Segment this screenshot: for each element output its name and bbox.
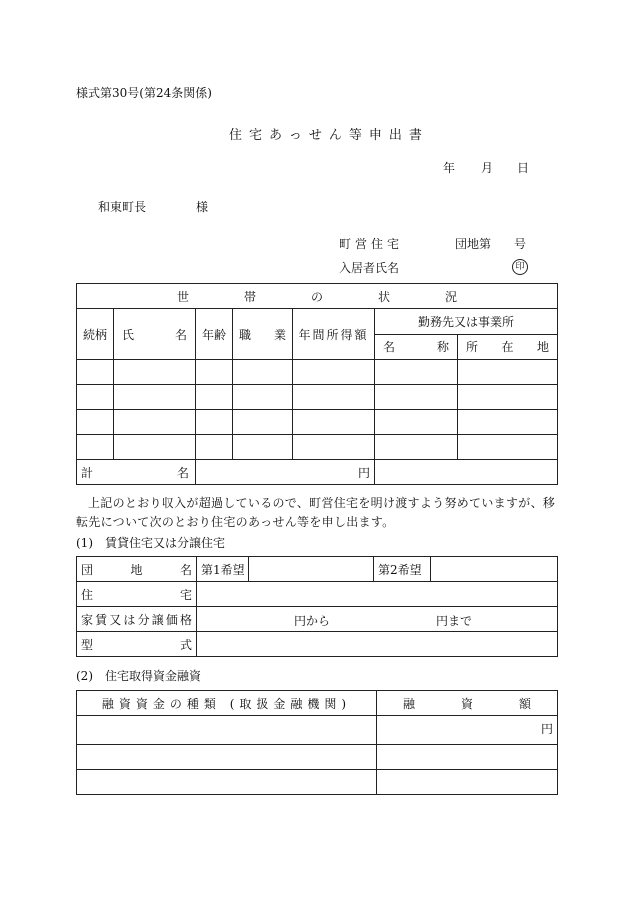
loan-row [77,716,558,745]
total-income-cell [196,460,375,485]
header-workplace-name: 名称 [375,334,458,360]
rental-table [76,556,558,657]
household-row [77,435,558,460]
addressee-name: 和東町長 [98,200,147,214]
price-to: 円まで [436,614,473,628]
type-label: 型式 [77,632,197,657]
loan-row [77,770,558,795]
page-title: 住宅あっせん等申出書 [229,128,429,143]
header-workplace-address: 所在地 [458,334,558,360]
total-label: 計 [81,465,94,480]
header-occupation: 職業 [233,309,293,360]
loan-row [77,745,558,770]
date-day-label: 日 [517,161,530,175]
loan-yen: 円 [377,716,558,745]
section2-title: (2) 住宅取得資金融資 [76,669,201,683]
form-number: 様式第30号(第24条関係) [76,86,212,100]
loan-amount-header: 融資額 [377,691,558,716]
household-heading: 世帯の状況 [177,289,458,304]
housing-row-label: 住宅 [77,582,197,607]
household-row [77,360,558,385]
total-cell [77,460,196,485]
total-yen: 円 [357,465,370,480]
household-row [77,385,558,410]
section1-title: (1) 賃貸住宅又は分譲住宅 [76,536,225,550]
complex-label: 団地第 [455,237,492,251]
loan-table [76,690,558,795]
header-income: 年間所得額 [293,309,375,360]
declaration-paragraph: 上記のとおり収入が超過しているので、町営住宅を明け渡すよう努めていますが、移転先について次のとおり住宅のあっせん等を申し出ます。 [76,496,556,529]
header-relation: 続柄 [77,309,114,360]
price-from: 円から [294,614,331,628]
housing-label: 町営住宅 [339,237,404,251]
household-row [77,410,558,435]
header-name: 氏名 [114,309,196,360]
loan-type-header: 融資資金の種類 (取扱金融機関) [77,691,377,716]
header-age: 年齢 [196,309,233,360]
total-name-unit: 名 [176,465,189,480]
number-suffix: 号 [514,237,527,251]
date-year-label: 年 [443,161,456,175]
choice2-label: 第2希望 [374,557,431,582]
header-workplace: 勤務先又は事業所 [375,309,558,335]
price-cell [197,607,558,632]
price-label: 家賃又は分譲価格 [77,607,197,632]
seal-text: 印 [512,259,528,275]
resident-name-label: 入居者氏名 [339,261,400,275]
complex-name-label: 団地名 [77,557,197,582]
seal-mark [512,258,528,275]
choice1-label: 第1希望 [197,557,249,582]
household-table [76,283,558,485]
date-month-label: 月 [481,161,494,175]
addressee-suffix: 様 [196,200,209,214]
